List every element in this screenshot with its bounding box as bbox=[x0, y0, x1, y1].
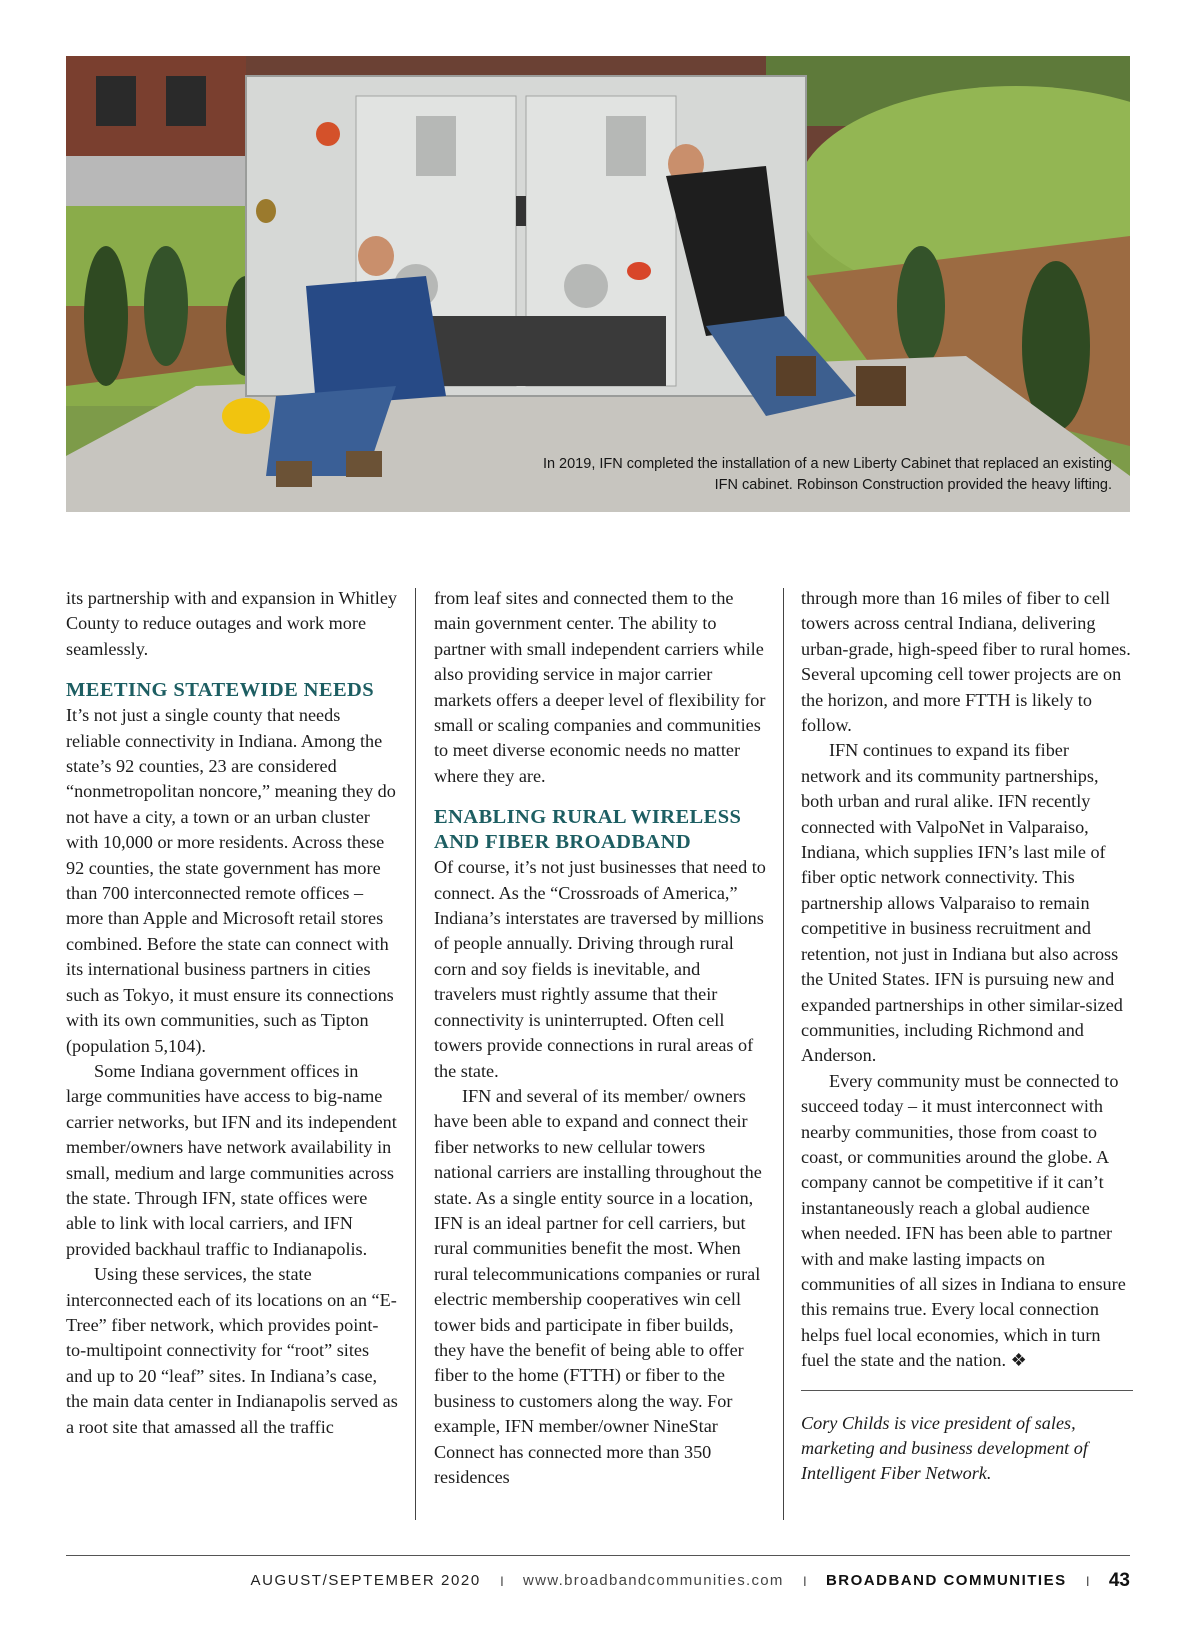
paragraph bbox=[801, 1069, 1133, 1374]
paragraph: its partnership with and expansion in Whitley County to reduce outages and work more seamlessly. bbox=[66, 588, 398, 659]
photo-illustration bbox=[66, 56, 1130, 512]
magazine-name: BROADBAND COMMUNITIES bbox=[825, 1572, 1067, 1590]
page-number: 43 bbox=[1108, 1570, 1130, 1592]
article-column-3 bbox=[801, 586, 1133, 1526]
photo-caption: In 2019, IFN completed the installation of a new Liberty Cabinet that replaced an existing IFN cabinet. Robinson Construction provided the heavy lifting. bbox=[542, 456, 1112, 493]
paragraph: It’s not just a single county that needs reliable connectivity in Indiana. Among the state’s 92 counties, 23 are considered “nonmetropolitan noncore,” meaning they do not have a city, a town or an urban cluster with 10,000 or more residents. Across these 92 counties, the state government has more than 700 interconnected remote offices – more than Apple and Microsoft retail stores combined. Before the state can connect with its international business partners in cities such as Tokyo, it must ensure its connections with its own communities, such as Tipton (population 5,104). bbox=[66, 705, 396, 1056]
website-link[interactable]: www.broadbandcommunities.com bbox=[523, 1572, 784, 1590]
article-column-1 bbox=[66, 586, 398, 1526]
footer-separator: I bbox=[1085, 1573, 1090, 1590]
issue-date: AUGUST/SEPTEMBER 2020 bbox=[250, 1572, 481, 1590]
author-bio: Cory Childs is vice president of sales, marketing and business development of Intelligent Fiber Network. bbox=[801, 1412, 1088, 1484]
section-heading-statewide-needs: MEETING STATEWIDE NEEDS bbox=[66, 679, 375, 702]
footer-separator: I bbox=[802, 1573, 807, 1590]
page-footer bbox=[0, 1568, 1130, 1594]
paragraph: through more than 16 miles of fiber to cell towers across central Indiana, delivering urban-grade, high-speed fiber to rural homes. Several upcoming cell tower projects are on the horizon, and more FTTH is likely to follow. bbox=[801, 588, 1131, 736]
paragraph-text: Every community must be connected to succeed today – it must interconnect with nearby communities, those from coast to coast, or communities around the globe. A company cannot be competitive if it can’t instantaneously reach a global audience when needed. IFN has been able to partner with and make lasting impacts on communities of all sizes in Indiana to ensure this remains true. Every local connection helps fuel local economies, which in turn fuel the state and the nation. bbox=[801, 1070, 1126, 1371]
bio-separator bbox=[801, 1390, 1133, 1391]
footer-separator: I bbox=[499, 1573, 504, 1590]
paragraph: from leaf sites and connected them to the main government center. The ability to partner with small independent carriers while also providing service in major carrier markets offers a deeper level of flexibility for small or scaling companies and communities to meet diverse economic needs no matter where they are. bbox=[434, 588, 766, 786]
column-divider bbox=[783, 588, 784, 1520]
paragraph: IFN and several of its member/ owners have been able to expand and connect their fiber networks to new cellular towers national carriers are installing throughout the state. As a single entity source in a location, IFN is an ideal partner for cell carriers, but rural communities benefit the most. When rural telecommunications companies or rural electric membership cooperatives win cell tower bids and participate in fiber builds, they have the benefit of being able to offer fiber to the home (FTTH) or fiber to the business to customers along the way. For example, IFN member/owner NineStar Connect has connected more than 350 residences bbox=[434, 1085, 762, 1487]
cabinet-installation-photo bbox=[66, 56, 1130, 512]
end-mark-icon: ❖ bbox=[1010, 1350, 1027, 1371]
paragraph: Of course, it’s not just businesses that need to connect. As the “Crossroads of America,” Indiana’s interstates are traversed by millions of people annually. Driving through rural corn and soy fields is inevitable, and travelers must rightly assume that their connectivity is uninterrupted. Often cell towers provide connections in rural areas of the state. bbox=[434, 857, 766, 1081]
footer-rule bbox=[66, 1555, 1130, 1556]
paragraph: Some Indiana government offices in large communities have access to big-name carrier networks, but IFN and its independent member/owners have network availability in small, medium and large communities across the state. Through IFN, state offices were able to link with local carriers, and IFN provided backhaul traffic to Indianapolis. bbox=[66, 1060, 397, 1259]
paragraph: Using these services, the state interconnected each of its locations on an “E-Tree” fiber network, which provides point-to-multipoint connectivity for “root” sites and up to 20 “leaf” sites. In Indiana’s case, the main data center in Indianapolis served as a root site that amassed all the traffic bbox=[66, 1264, 398, 1437]
section-heading-rural-wireless: ENABLING RURAL WIRELESS AND FIBER BROADBAND bbox=[434, 806, 742, 854]
article-column-2 bbox=[434, 586, 766, 1526]
column-divider bbox=[415, 588, 416, 1520]
paragraph: IFN continues to expand its fiber network and its community partnerships, both urban and rural alike. IFN recently connected with ValpoNet in Valparaiso, Indiana, which supplies IFN’s last mile of fiber optic network connectivity. This partnership allows Valparaiso to remain competitive in business recruitment and retention, not just in Indiana but also across the United States. IFN is pursuing new and expanded partnerships in other similar-sized communities, including Richmond and Anderson. bbox=[801, 740, 1123, 1066]
